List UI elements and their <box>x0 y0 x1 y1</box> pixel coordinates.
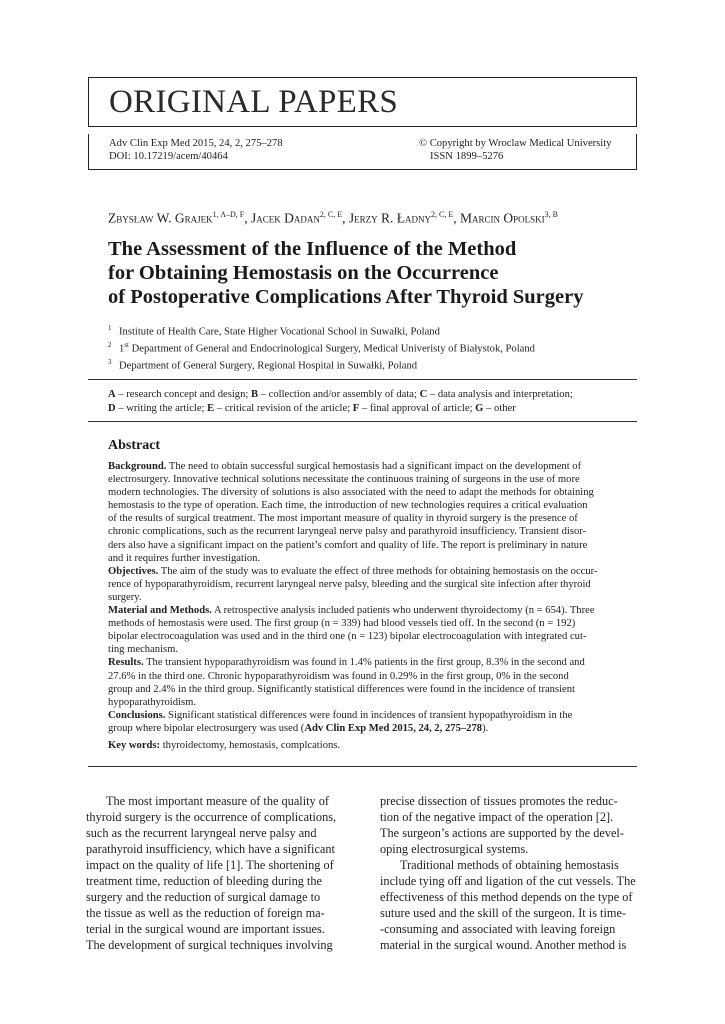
contribution-text: – collection and/or assembly of data; <box>258 389 420 400</box>
journal-citation: Adv Clin Exp Med 2015, 24, 2, 275–278 <box>109 138 283 149</box>
copyright: © Copyright by Wroclaw Medical University <box>419 138 612 149</box>
contribution-text: – data analysis and interpretation; <box>427 389 573 400</box>
author-name: Jerzy R. Ładny <box>348 210 431 226</box>
contribution-key: C <box>419 389 428 400</box>
author-marks: 3, B <box>544 210 558 219</box>
abstract-line: hypoparathyroidism. <box>108 696 196 708</box>
abstract-line: ders also have a significant impact on the patient’s comfort and quality of life. The report is preliminary in nature <box>108 539 588 551</box>
affiliation-number: 2 <box>108 341 112 350</box>
contribution-text: – research concept and design; <box>115 389 251 400</box>
abstract-line: hemostasis to the type of operation. Each time, the introduction of new technologies requires a critical evaluation <box>108 500 588 512</box>
abstract-section-label: Material and Methods. <box>108 605 212 617</box>
body-column-right <box>380 793 636 953</box>
abstract-line: group where bipolar electrosurgery was used (Adv Clin Exp Med 2015, 24, 2, 275–278). <box>108 722 489 734</box>
abstract-line: methods of hemostasis were used. The first group (n = 339) had blood vessels tied off. In the second (n = 192) <box>108 618 576 630</box>
abstract-line: Background. The need to obtain successful surgical hemostasis had a significant impact on the development of <box>108 461 582 472</box>
body-line: The surgeon’s actions are supported by the devel- <box>380 826 624 840</box>
abstract-line: electrosurgery. Innovative technical solutions necessitate the continuous training of surgeons in the use of more <box>108 474 580 486</box>
journal-meta-box <box>88 134 637 170</box>
body-line: -consuming and associated with leaving foreign <box>380 922 616 936</box>
body-line: The development of surgical techniques involving <box>86 938 333 952</box>
citation: Adv Clin Exp Med 2015, 24, 2, 275–278 <box>304 722 483 734</box>
body-line: effectiveness of this method depends on the type of <box>380 890 633 904</box>
abstract-line: 27.6% in the third one. Chronic hypoparathyroidism was found in 0.29% in the first group, 0% in the second <box>108 670 569 682</box>
contribution-line <box>108 388 628 402</box>
divider <box>88 421 637 422</box>
author-contributions <box>108 388 628 415</box>
title-line: The Assessment of the Influence of the Method <box>108 238 517 260</box>
contribution-key: B <box>250 389 259 400</box>
author-marks: 2, C, E <box>319 210 343 219</box>
section-header-box <box>88 77 637 127</box>
abstract-line: chronic complications, such as the recurrent laryngeal nerve palsy and parathyroid insufficiency. Transient disor- <box>108 526 587 538</box>
paper-title <box>108 237 628 309</box>
contribution-key: F <box>352 402 360 414</box>
affiliation-text: Department of General Surgery, Regional Hospital in Suwałki, Poland <box>119 360 418 372</box>
body-line: oping electrosurgical systems. <box>380 842 529 856</box>
contribution-key: D <box>108 402 116 414</box>
affiliation-text: Institute of Health Care, State Higher Vocational School in Suwałki, Poland <box>119 326 440 338</box>
abstract-line: ting mechanism. <box>108 644 179 656</box>
abstract-line: Objectives. The aim of the study was to evaluate the effect of three methods for obtaining hemostasis on the occur- <box>108 565 598 577</box>
keywords <box>108 739 638 752</box>
doi: DOI: 10.17219/acem/40464 <box>109 151 228 162</box>
abstract-section-label: Results. <box>108 657 144 669</box>
abstract-line: surgery. <box>108 591 142 603</box>
body-line: material in the surgical wound. Another method is <box>380 938 627 952</box>
abstract-line: group and 2.4% in the third group. Significantly statistical differences were found in the incidence of transient <box>108 683 575 695</box>
affiliation-ordinal: 1 <box>119 343 125 355</box>
contribution-text: – final approval of article; <box>359 402 476 414</box>
divider <box>88 766 637 767</box>
author-list: Zbysław W. Grajek$^{1, A-D, F}$, Jacek Dadan$^{2, C, E}$, Jerzy R. Ładny$^{2, C, E}$, Marcin Opolski$^{3, B}$ <box>108 210 558 226</box>
title-line: for Obtaining Hemostasis on the Occurrence <box>108 262 499 284</box>
abstract-line: and it requires further investigation. <box>108 552 261 564</box>
affiliation-number: 1 <box>108 324 112 332</box>
keywords-text: thyroidectomy, hemostasis, complcations. <box>160 739 341 751</box>
body-line: such as the recurrent laryngeal nerve palsy and <box>86 826 317 840</box>
body-line: tion of the negative impact of the operation [2]. <box>380 810 614 824</box>
issn: ISSN 1899–5276 <box>430 151 504 162</box>
body-line: thyroid surgery is the occurrence of complications, <box>86 810 337 824</box>
divider <box>88 379 637 380</box>
contribution-key: G <box>475 402 484 414</box>
author-name: Zbysław W. Grajek <box>108 210 213 226</box>
affiliation-item <box>108 356 535 373</box>
body-column-left <box>86 793 337 953</box>
affiliation-text: Department of General and Endocrinological Surgery, Medical Univeristy of Białystok, Poland <box>128 343 535 355</box>
body-line: terial in the surgical wound are important issues. <box>86 922 325 936</box>
abstract-section-label: Conclusions. <box>108 709 166 721</box>
author-name: Marcin Opolski <box>459 210 545 226</box>
section-title: ORIGINAL PAPERS <box>109 84 399 120</box>
body-line: suture used and the skill of the surgeon. It is time- <box>380 906 627 920</box>
author-marks: 1, A–D, F <box>212 210 245 219</box>
affiliation-ordinal-suffix: st <box>124 341 129 350</box>
abstract-line: bipolar electrocoagulation was used and in the third one (n = 123) bipolar electrocoagulation with integrated cut- <box>108 631 587 643</box>
abstract-body <box>108 460 638 752</box>
abstract-line: of the results of surgical treatment. The most important measure of quality in thyroid surgery is the presence of <box>108 513 578 525</box>
body-line: precise dissection of tissues promotes the reduc- <box>380 794 618 808</box>
body-line: the tissue as well as the reduction of foreign ma- <box>86 906 325 920</box>
author-name: Jacek Dadan <box>250 210 320 226</box>
contribution-key: E <box>207 402 215 414</box>
body-line: treatment time, reduction of bleeding during the <box>86 874 322 888</box>
body-line: The most important measure of the quality of <box>106 794 329 808</box>
body-line: impact on the quality of life [1]. The shortening of <box>86 858 334 872</box>
contribution-text: – critical revision of the article; <box>214 402 353 414</box>
body-line: parathyroid insufficiency, which have a significant <box>86 842 335 856</box>
keywords-label: Key words: <box>108 739 161 751</box>
affiliations <box>108 322 535 373</box>
abstract-line: Conclusions. Significant statistical differences were found in incidences of transient hypopathyroidism in the <box>108 709 573 721</box>
abstract-section-label: Background. <box>108 461 167 472</box>
author-marks: 2, C, E <box>430 210 454 219</box>
abstract-line: Material and Methods. A retrospective analysis included patients who underwent thyroidectomy (n = 654). Three <box>108 605 595 617</box>
abstract-section-label: Objectives. <box>108 565 159 577</box>
affiliation-item <box>108 339 535 356</box>
body-line: surgery and the reduction of surgical damage to <box>86 890 321 904</box>
affiliation-item <box>108 322 535 339</box>
title-line: of Postoperative Complications After Thyroid Surgery <box>108 286 584 308</box>
contribution-line <box>108 402 628 416</box>
contribution-text: – writing the article; <box>115 402 208 414</box>
abstract-line: rence of hypoparathyroidism, recurrent laryngeal nerve palsy, bleeding and the surgical site infection after thyroid <box>108 578 591 590</box>
abstract-heading: Abstract <box>108 438 161 453</box>
body-line: Traditional methods of obtaining hemostasis <box>400 858 619 872</box>
abstract-line: modern technologies. The diversity of solutions is also associated with the need to adapt the methods for obtaining <box>108 487 594 499</box>
contribution-key: A <box>108 389 116 400</box>
affiliation-number: 3 <box>108 358 112 367</box>
contribution-text: – other <box>483 402 516 414</box>
body-line: include tying off and ligation of the cut vessels. The <box>380 874 636 888</box>
abstract-line: Results. The transient hypoparathyroidism was found in 1.4% patients in the first group, 8.3% in the second and <box>108 657 585 669</box>
